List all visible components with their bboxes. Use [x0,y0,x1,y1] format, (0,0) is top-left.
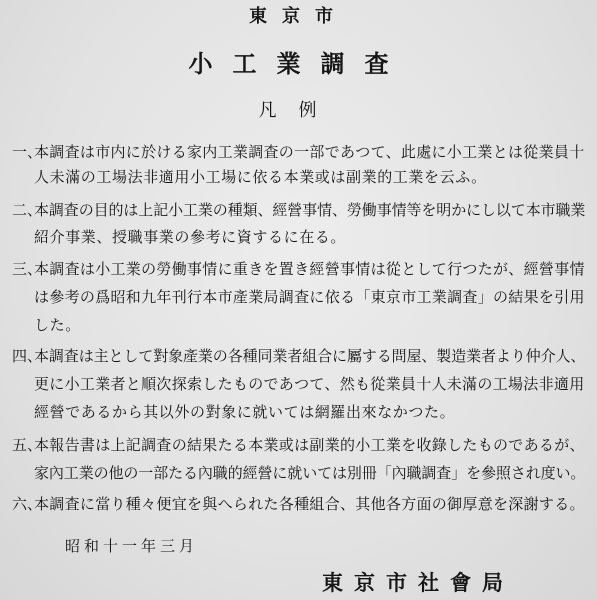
item-number: 四、 [12,347,43,365]
item-line: 家內工業の他の一部たる內職的經營に就いては別冊「內職調査」を參照され度い。 [34,464,586,482]
item-line: 本報告書は上記調査の結果たる本業或は副業的小工業を收錄したものであるが、 [34,436,585,454]
item-line: 本調査は主として對象產業の各種同業者組合に屬する問屋、製造業者より仲介人、 [34,347,586,365]
item-line: 紹介事業、授職事業の參考に資するに在る。 [34,228,347,246]
item-line: 本調査の目的は上記小工業の種類、經營事情、勞働事情等を明かにし以て本市職業 [34,201,586,219]
header-organization: 東京市 [249,6,348,27]
item-line: 經營であるから其以外の對象に就いては網羅出來なかつた。 [34,403,456,421]
item-line: 本調査に當り種々便宜を與へられた各種組合、其他各方面の御厚意を深謝する。 [34,495,585,513]
item-number: 六、 [12,495,43,513]
item-line: は參考の爲昭和九年刊行本市產業局調査に依る「東京市工業調査」の結果を引用 [34,288,585,306]
item-number: 五、 [12,436,43,454]
item-line: した。 [34,316,81,334]
document-title: 小工業調査 [188,49,409,78]
item-number: 一、 [12,143,43,161]
item-number: 二、 [12,201,43,219]
item-number: 三、 [12,260,43,278]
item-line: 更に小工業者と順次探索したものであつて、然も從業員十人未滿の工場法非適用 [34,375,585,393]
item-line: 本調査は小工業の勞働事情に重きを置き經營事情は從として行つたが、經營事情 [34,260,585,278]
item-line: 人未滿の工場法非適用小工場に依る本業或は副業的工業を云ふ。 [34,168,487,186]
item-line: 本調査は市内に於ける家内工業調査の一部であつて、此處に小工業とは從業員十 [34,143,585,161]
document-subtitle: 凡例 [258,100,339,121]
publication-date: 昭和十一年三月 [65,537,199,555]
issuer-signature: 東京市社會局 [322,570,514,595]
